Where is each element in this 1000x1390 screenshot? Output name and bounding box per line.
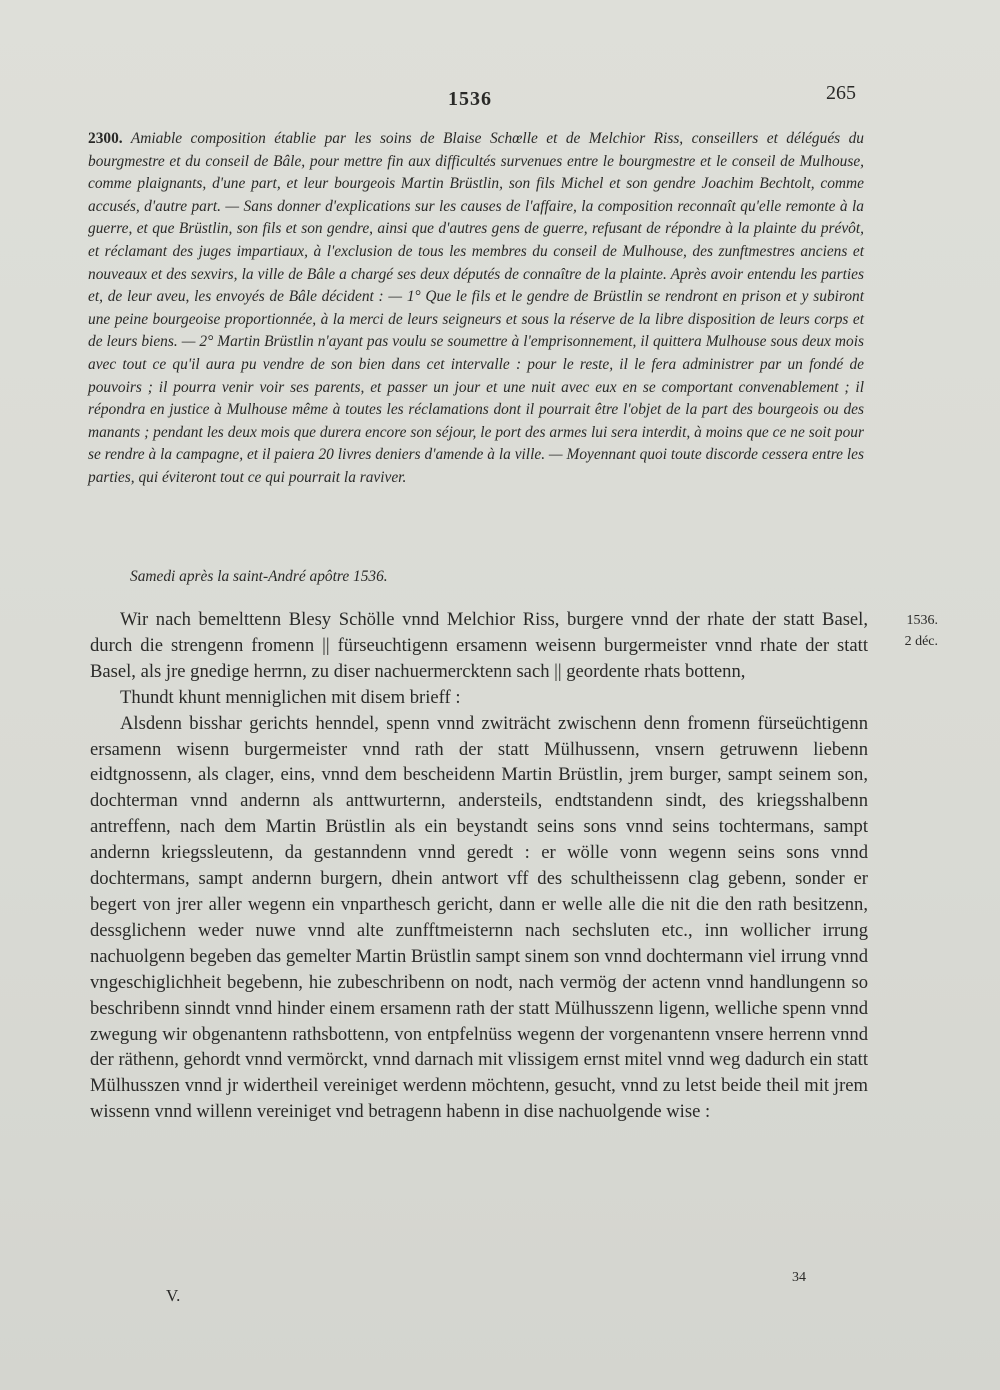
gathering-signature-letter: V. — [166, 1286, 181, 1305]
main-paragraph-1: Wir nach bemelttenn Blesy Schölle vnnd Melchior Riss, burgere vnnd der rhate der statt Basel, durch die strengenn fromenn || fürseuchtigenn ersamenn weisenn burgermeister vnnd rhate der statt Basel, als jre gnedige herrnn, zu diser nachuermercktenn sach || geordente rhats bottenn, — [90, 609, 868, 682]
margin-date-note — [888, 610, 938, 652]
summary-text: Amiable composition établie par les soins de Blaise Schœlle et de Melchior Riss, conseillers et délégués du bourgmestre et du conseil de Bâle, pour mettre fin aux difficultés survenues entre le bourgmestre et le conseil de Mulhouse, comme plaignants, d'une part, et leur bourgeois Martin Brüstlin, son fils Michel et son gendre Joachim Bechtolt, comme accusés, d'autre part. — Sans donner d'explications sur les causes de l'affaire, la composition reconnaît qu'elle remonte à la guerre, et que Brüstlin, son fils et son gendre, ainsi que d'autres gens de guerre, refusant de répondre à la plainte du prévôt, et réclamant des juges impartiaux, à l'exclusion de tous les membres du conseil de Mulhouse, des zunftmestres anciens et nouveaux et des sexvirs, la ville de Bâle a chargé ses deux députés de connaître de la plainte. Après avoir entendu les parties et, de leur aveu, les envoyés de Bâle décident : — 1° Que le fils et le gendre de Brüstlin se rendront en prison et y subiront une peine bourgeoise proportionnée, à la merci de leurs seigneurs et sous la réserve de la libre disposition de leurs corps et de leurs biens. — 2° Martin Brüstlin n'ayant pas voulu se soumettre à l'emprisonnement, il quittera Mulhouse sous deux mois avec tout ce qu'il aura pu vendre de son bien dans cet intervalle : pour le reste, il le fera administrer par un fondé de pouvoirs ; il pourra venir voir ses parents, et passer un jour et une nuit avec eux en se comportant convenablement ; il répondra en justice à Mulhouse même à toutes les réclamations dont il pourrait être l'objet de la part des bourgeois ou des manants ; pendant les deux mois que durera encore son séjour, le port des armes lui sera interdit, à moins que ce ne soit pour se rendre à la campagne, et il paiera 20 livres deniers d'amende à la ville. — Moyennant quoi toute discorde cessera entre les parties, qui éviteront tout ce qui pourrait la raviver. — [88, 130, 864, 486]
margin-note-year: 1536. — [906, 613, 938, 628]
gathering-signature-number: 34 — [792, 1270, 806, 1285]
main-paragraph-2: Thundt khunt menniglichen mit disem brieff : — [120, 686, 461, 708]
summary-date-line: Samedi après la saint-André apôtre 1536. — [130, 568, 388, 585]
document-number: 2300. — [88, 130, 123, 147]
main-text — [90, 607, 868, 1125]
running-header-year: 1536 — [448, 88, 492, 110]
margin-note-day: 2 déc. — [904, 634, 938, 649]
running-header-page-number: 265 — [826, 82, 856, 104]
document-summary — [88, 128, 864, 490]
main-paragraph-3: Alsdenn bisshar gerichts henndel, spenn vnnd zwiträcht zwischenn denn fromenn fürseüchtigenn ersamenn wisenn burgermeister vnnd rath der statt Mülhussenn, vnsern getruwenn liebenn eidtgnossenn, als clager, eins, vnnd dem bescheidenn Martin Brüstlin, jrem burger, sampt seinem son, dochterman vnnd andernn als anttwurternn, andersteils, endtstandenn sindt, des kriegsshalbenn antreffenn, nach dem Martin Brüstlin als ein beystandt seins sons vnnd seins tochtermans, sampt andernn kriegssleutenn, da gestanndenn vnnd geredt : er wölle vonn wegenn seins sons vnnd dochtermans, sampt andernn burgern, dhein antwort vff des schultheissenn clag gebenn, sonder er begert von jrer aller wegenn ein vnparthesch gericht, dann er welle alle die nit die den rath besitzenn, dessglichenn weder nuwe vnnd alte zunfftmeisternn nach sechsluten etc., inn wollicher irrung nachuolgenn begeben das gemelter Martin Brüstlin sampt sinem son vnnd dochtermann viel irrung vnnd vngeschiglichheit begebenn, hie zubeschribenn on nodt, nach vermög der actenn vnnd handlungenn so beschribenn sinndt vnnd hinder einem ersamenn rath der statt Mülhusszenn ligenn, welliche spenn vnnd zwegung wir obgenantenn rathsbottenn, von entpfelnüss wegenn der vorgenantenn vnsere herrenn vnnd der räthenn, gehordt vnnd vermörckt, vnnd darnach mit vlissigem ernst mitel vnnd weg dadurch ein statt Mülhusszen vnnd jr widertheil vereiniget werdenn möchtenn, gesucht, vnnd zu letst beide theil mit jrem wissenn vnnd willenn vereiniget vnd betragenn habenn in dise nachuolgende wise : — [90, 712, 868, 1123]
